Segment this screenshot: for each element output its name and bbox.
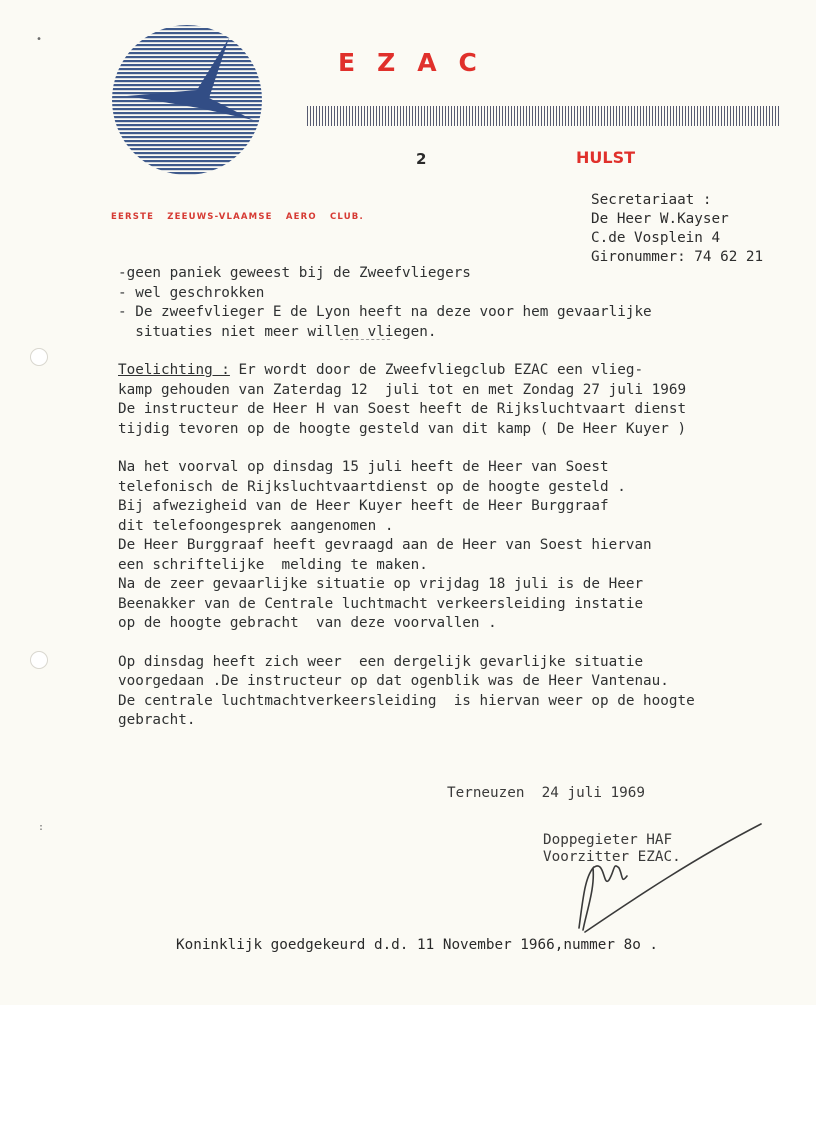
signer-name: Doppegieter HAF: [543, 832, 673, 848]
letterhead-city: HULST: [576, 148, 636, 167]
bullet-line: - De zweefvlieger E de Lyon heeft na deze voor hem gevaarlijke: [118, 304, 652, 320]
handwritten-signature: [565, 818, 765, 938]
secretariat-line: De Heer W.Kayser: [591, 211, 729, 227]
secretariat-line: C.de Vosplein 4: [591, 230, 721, 246]
paragraph-line: voorgedaan .De instructeur op dat ogenblik was de Heer Vantenau.: [118, 673, 669, 689]
paragraph-line: De centrale luchtmachtverkeersleiding is hiervan weer op de hoogte: [118, 692, 695, 709]
secretariat-block: [591, 191, 763, 267]
punch-hole-top: [30, 348, 48, 366]
paragraph-line: kamp gehouden van Zaterdag 12 juli tot en met Zondag 27 juli 1969: [118, 381, 687, 398]
bullet-line: - wel geschrokken: [118, 284, 265, 301]
signer-title: Voorzitter EZAC.: [543, 849, 681, 865]
paragraph-line: Beenakker van de Centrale luchtmacht verkeersleiding instatie: [118, 595, 644, 612]
toelichting-label: Toelichting :: [118, 362, 230, 378]
typed-dash-underline: [340, 339, 390, 340]
paragraph-line: Na de zeer gevaarlijke situatie op vrijdag 18 juli is de Heer: [118, 576, 644, 592]
place-and-date: Terneuzen 24 juli 1969: [447, 785, 645, 801]
paragraph-line: Bij afwezigheid van de Heer Kuyer heeft de Heer Burggraaf: [118, 498, 609, 514]
letterhead-hatch-bar: [307, 106, 781, 126]
paragraph-line: telefonisch de Rijksluchtvaartdienst op de hoogte gesteld .: [118, 478, 626, 495]
bullet-line: -geen paniek geweest bij de Zweefvliegers: [118, 265, 471, 281]
paragraph-line: Na het voorval op dinsdag 15 juli heeft de Heer van Soest: [118, 459, 609, 475]
paragraph-line: een schriftelijke melding te maken.: [118, 556, 428, 573]
paragraph-line: gebracht.: [118, 712, 196, 728]
secretariat-line: Gironummer: 74 62 21: [591, 249, 764, 265]
ezac-logo-icon: [111, 24, 263, 176]
letter-body: [118, 264, 783, 731]
bullet-line: situaties niet meer willen vliegen.: [118, 323, 437, 340]
paragraph-line: dit telefoongesprek aangenomen .: [118, 517, 394, 534]
footer-royal-approval: Koninklijk goedgekeurd d.d. 11 November 1966,nummer 8o .: [176, 937, 659, 953]
page-number: 2: [416, 150, 427, 168]
paper-speck: •: [36, 34, 43, 45]
paragraph-line: De instructeur de Heer H van Soest heeft de Rijksluchtvaart dienst: [118, 401, 687, 417]
paragraph-line: [118, 361, 783, 381]
paragraph-line: op de hoogte gebracht van deze voorvallen .: [118, 615, 497, 631]
club-full-name: EERSTE ZEEUWS-VLAAMSE AERO CLUB.: [111, 212, 364, 222]
paragraph-text: Er wordt door de Zweefvliegclub EZAC een vlieg-: [229, 362, 644, 378]
paper-speck: :: [38, 822, 45, 833]
paragraph-line: tijdig tevoren op de hoogte gesteld van dit kamp ( De Heer Kuyer ): [118, 420, 687, 437]
secretariat-line: Secretariaat :: [591, 192, 712, 208]
punch-hole-bottom: [30, 651, 48, 669]
club-short-name: EZAC: [338, 48, 499, 77]
paragraph-line: De Heer Burggraaf heeft gevraagd aan de Heer van Soest hiervan: [118, 537, 652, 553]
paragraph-line: Op dinsdag heeft zich weer een dergelijk gevarlijke situatie: [118, 653, 644, 670]
